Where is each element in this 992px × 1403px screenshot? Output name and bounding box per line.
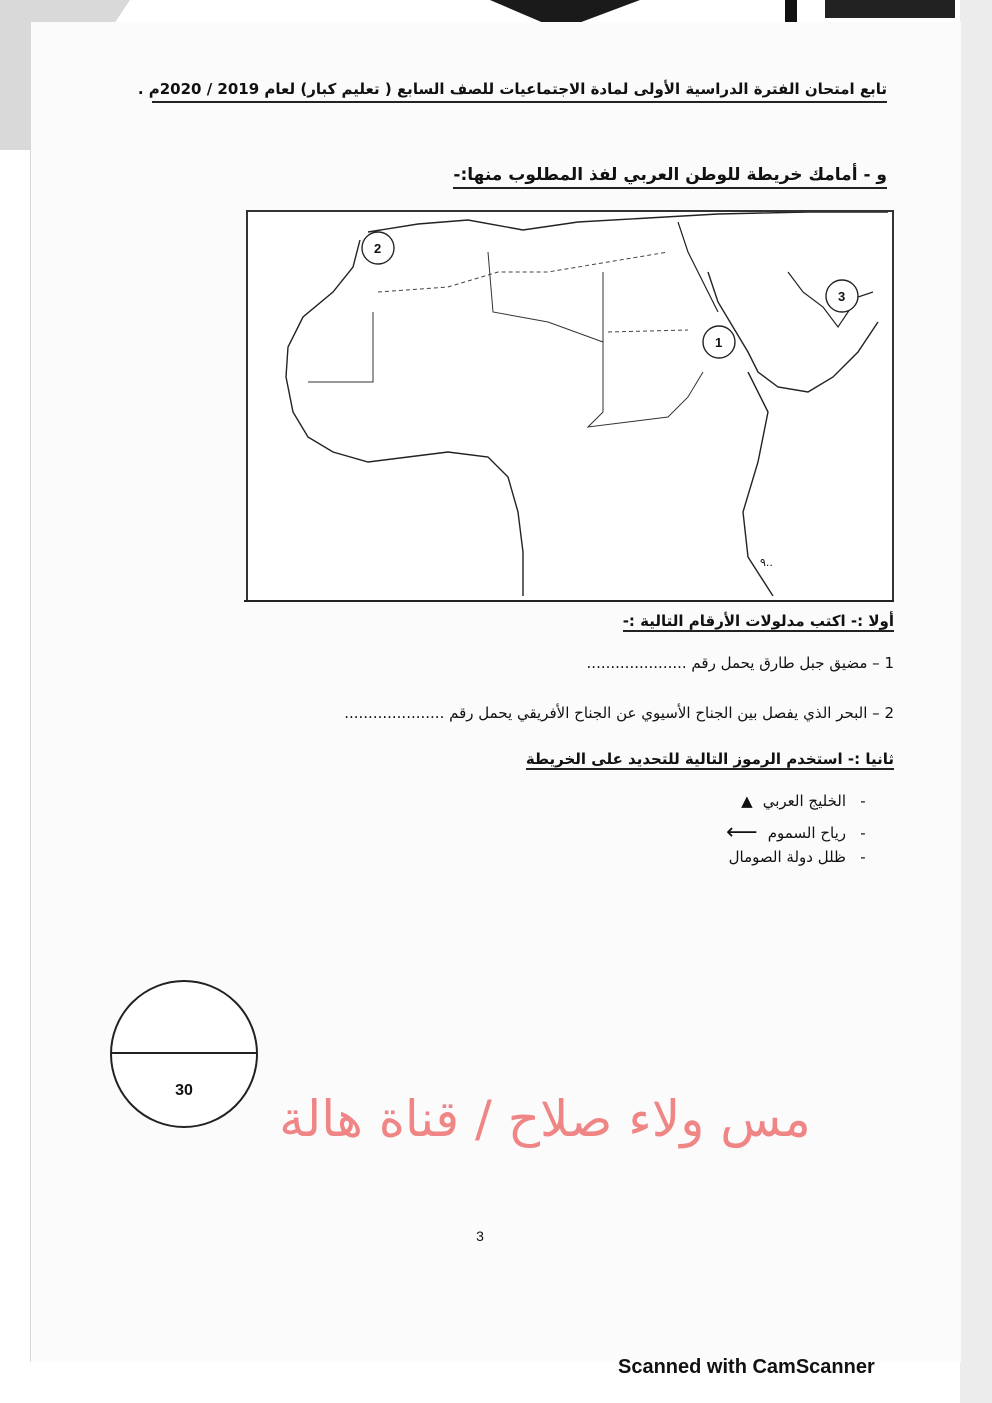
map-marker-2: 2 (374, 241, 382, 256)
legend-label: ظلل دولة الصومال (728, 848, 846, 866)
page-number: 3 (476, 1228, 484, 1244)
legend-item-somalia (729, 848, 870, 866)
legend-dash: - (860, 848, 866, 866)
map-marker-3: 3 (838, 289, 846, 304)
map-outline (248, 212, 888, 596)
question-1: 1 – مضيق جبل طارق يحمل رقم ..................... (586, 654, 894, 672)
map-marker-1: 1 (715, 335, 723, 350)
score-value: 30 (175, 1082, 193, 1099)
arab-world-map (246, 210, 894, 602)
part2-title: ثانيا :- استخدم الرموز التالية للتحديد على الخريطة (525, 750, 894, 768)
scanner-footer: Scanned with CamScanner (618, 1356, 875, 1378)
exam-header: تابع امتحان الفترة الدراسية الأولى لمادة الاجتماعيات للصف السابع ( تعليم كبار) لعام 2019 / 2020م . (152, 80, 887, 103)
question-2: 2 – البحر الذي يفصل بين الجناح الأسيوي عن الجناح الأفريقي يحمل رقم ..................... (344, 704, 894, 722)
score-divider (112, 1052, 256, 1054)
legend-label: رياح السموم (767, 823, 846, 842)
arrow-left-icon: ⟵ (726, 820, 758, 845)
legend-label: الخليج العربي (762, 792, 846, 810)
legend-dash: - (860, 792, 866, 810)
score-circle (110, 980, 258, 1128)
legend-item-gulf (741, 792, 870, 810)
section-title: و - أمامك خريطة للوطن العربي لفذ المطلوب منها:- (453, 165, 887, 189)
map-underline (244, 600, 894, 602)
part1-title: أولا :- اكتب مدلولات الأرقام التالية :- (622, 612, 894, 630)
legend-dash: - (860, 823, 866, 842)
triangle-icon: ▲ (741, 792, 753, 810)
watermark: مس ولاء صلاح / قناة هالة (279, 1090, 811, 1148)
map-coast-label: ٩.. (760, 556, 773, 569)
legend-item-simoom (726, 820, 870, 845)
